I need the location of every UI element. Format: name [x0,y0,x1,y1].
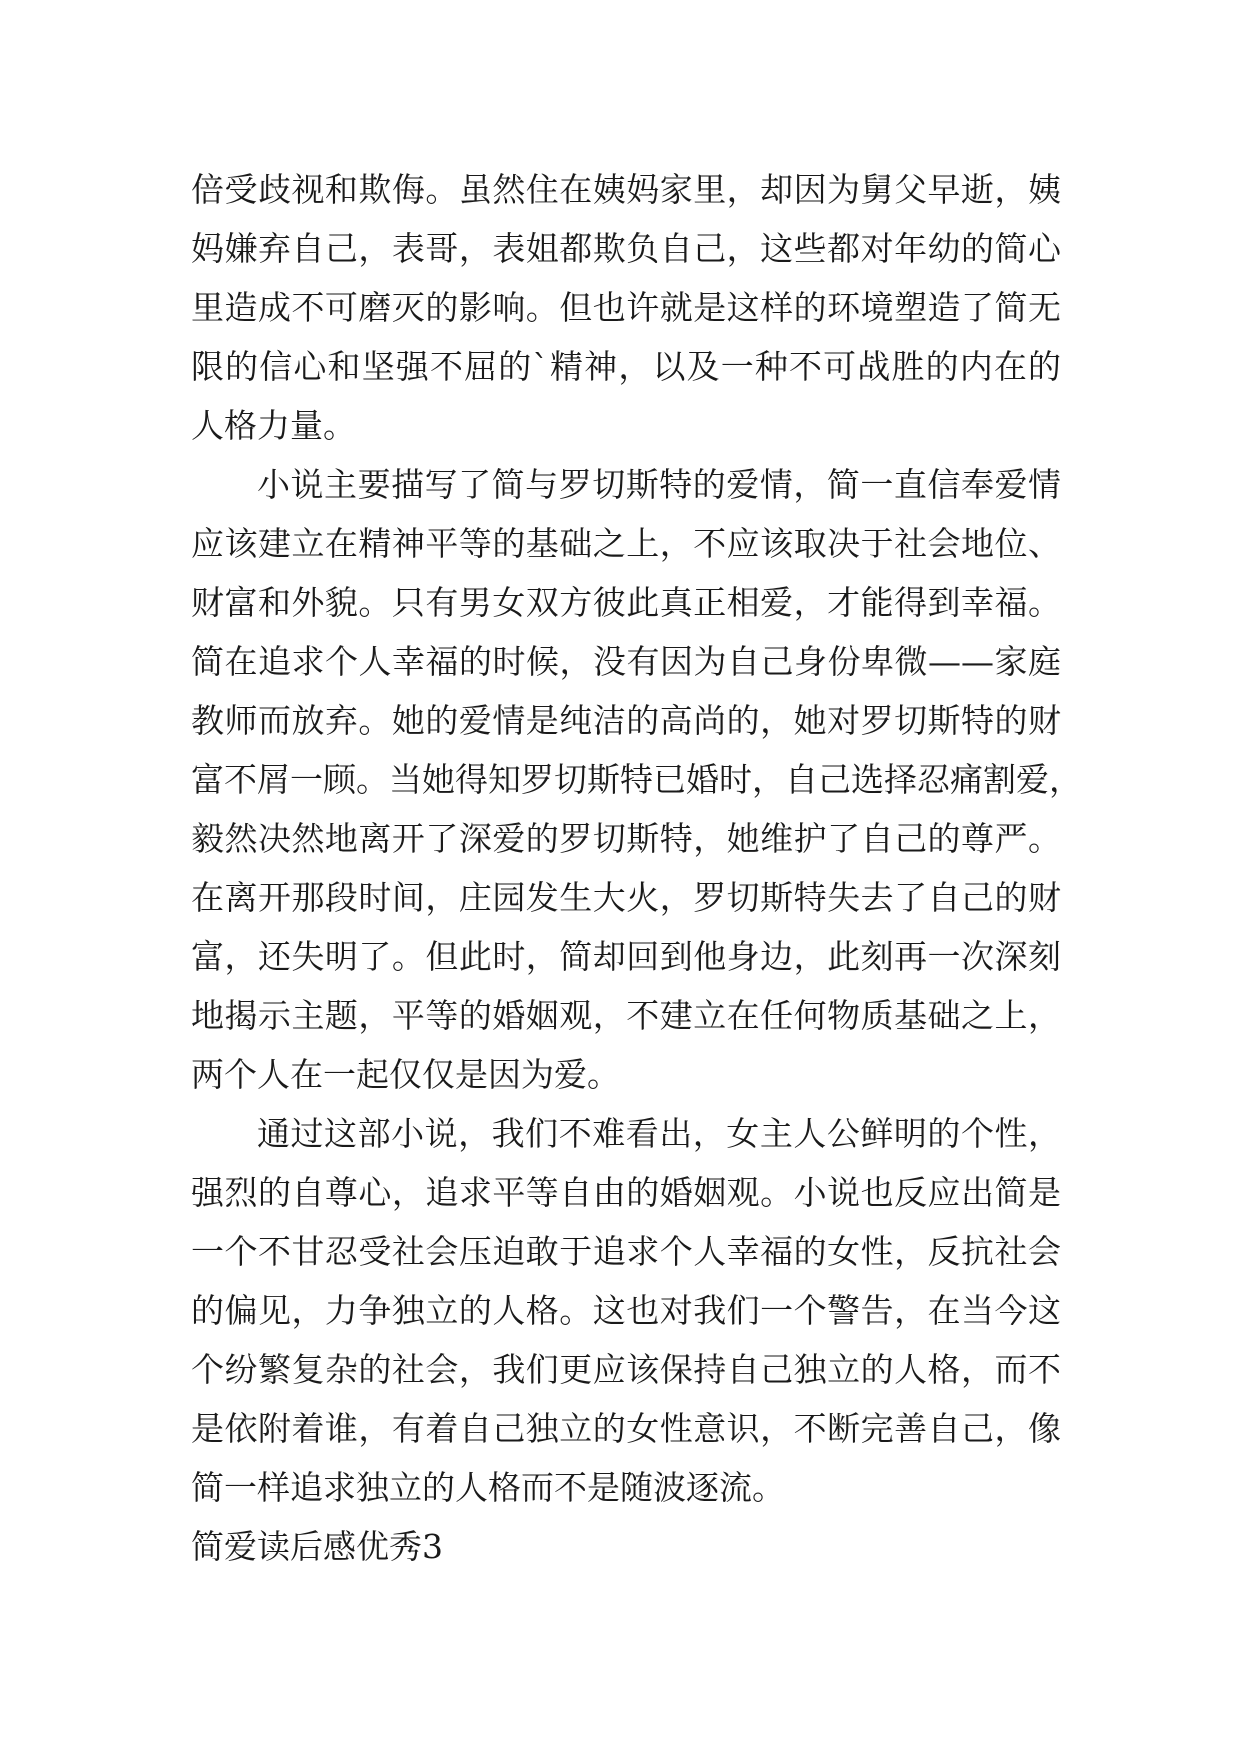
section-heading: 简爱读后感优秀3 [191,1527,443,1566]
text-line: 毅然决然地离开了深爱的罗切斯特，她维护了自己的尊严。 [191,819,1061,858]
text-line: 通过这部小说，我们不难看出，女主人公鲜明的个性， [257,1114,1061,1153]
text-line: 倍受歧视和欺侮。虽然住在姨妈家里，却因为舅父早逝，姨 [191,170,1061,209]
text-line: 财富和外貌。只有男女双方彼此真正相爱，才能得到幸福。 [191,583,1061,622]
text-line: 一个不甘忍受社会压迫敢于追求个人幸福的女性，反抗社会 [191,1232,1061,1271]
text-line: 教师而放弃。她的爱情是纯洁的高尚的，她对罗切斯特的财 [191,701,1061,740]
text-line: 两个人在一起仅仅是因为爱。 [191,1055,620,1094]
text-line: 富不屑一顾。当她得知罗切斯特已婚时，自己选择忍痛割爱， [191,760,1082,799]
text-line: 个纷繁复杂的社会，我们更应该保持自己独立的人格，而不 [191,1350,1061,1389]
text-line: 简在追求个人幸福的时候，没有因为自己身份卑微——家庭 [191,642,1061,681]
document-body [191,160,1082,1576]
text-line: 简一样追求独立的人格而不是随波逐流。 [191,1468,785,1507]
paragraph-2 [191,455,1082,1104]
text-line: 是依附着谁，有着自己独立的女性意识，不断完善自己，像 [191,1409,1061,1448]
text-line: 人格力量。 [191,406,356,445]
text-line: 限的信心和坚强不屈的`精神，以及一种不可战胜的内在的 [191,347,1061,386]
text-line: 强烈的自尊心，追求平等自由的婚姻观。小说也反应出简是 [191,1173,1061,1212]
paragraph-3 [191,1104,1061,1517]
text-line: 小说主要描写了简与罗切斯特的爱情，简一直信奉爱情 [257,465,1061,504]
paragraph-1 [191,160,1061,455]
text-line: 富，还失明了。但此时，简却回到他身边，此刻再一次深刻 [191,937,1061,976]
text-line: 地揭示主题，平等的婚姻观，不建立在任何物质基础之上， [191,996,1061,1035]
text-line: 应该建立在精神平等的基础之上，不应该取决于社会地位、 [191,524,1061,563]
text-line: 妈嫌弃自己，表哥，表姐都欺负自己，这些都对年幼的简心 [191,229,1061,268]
text-line: 里造成不可磨灭的影响。但也许就是这样的环境塑造了简无 [191,288,1061,327]
text-line: 的偏见，力争独立的人格。这也对我们一个警告，在当今这 [191,1291,1061,1330]
text-line: 在离开那段时间，庄园发生大火，罗切斯特失去了自己的财 [191,878,1061,917]
